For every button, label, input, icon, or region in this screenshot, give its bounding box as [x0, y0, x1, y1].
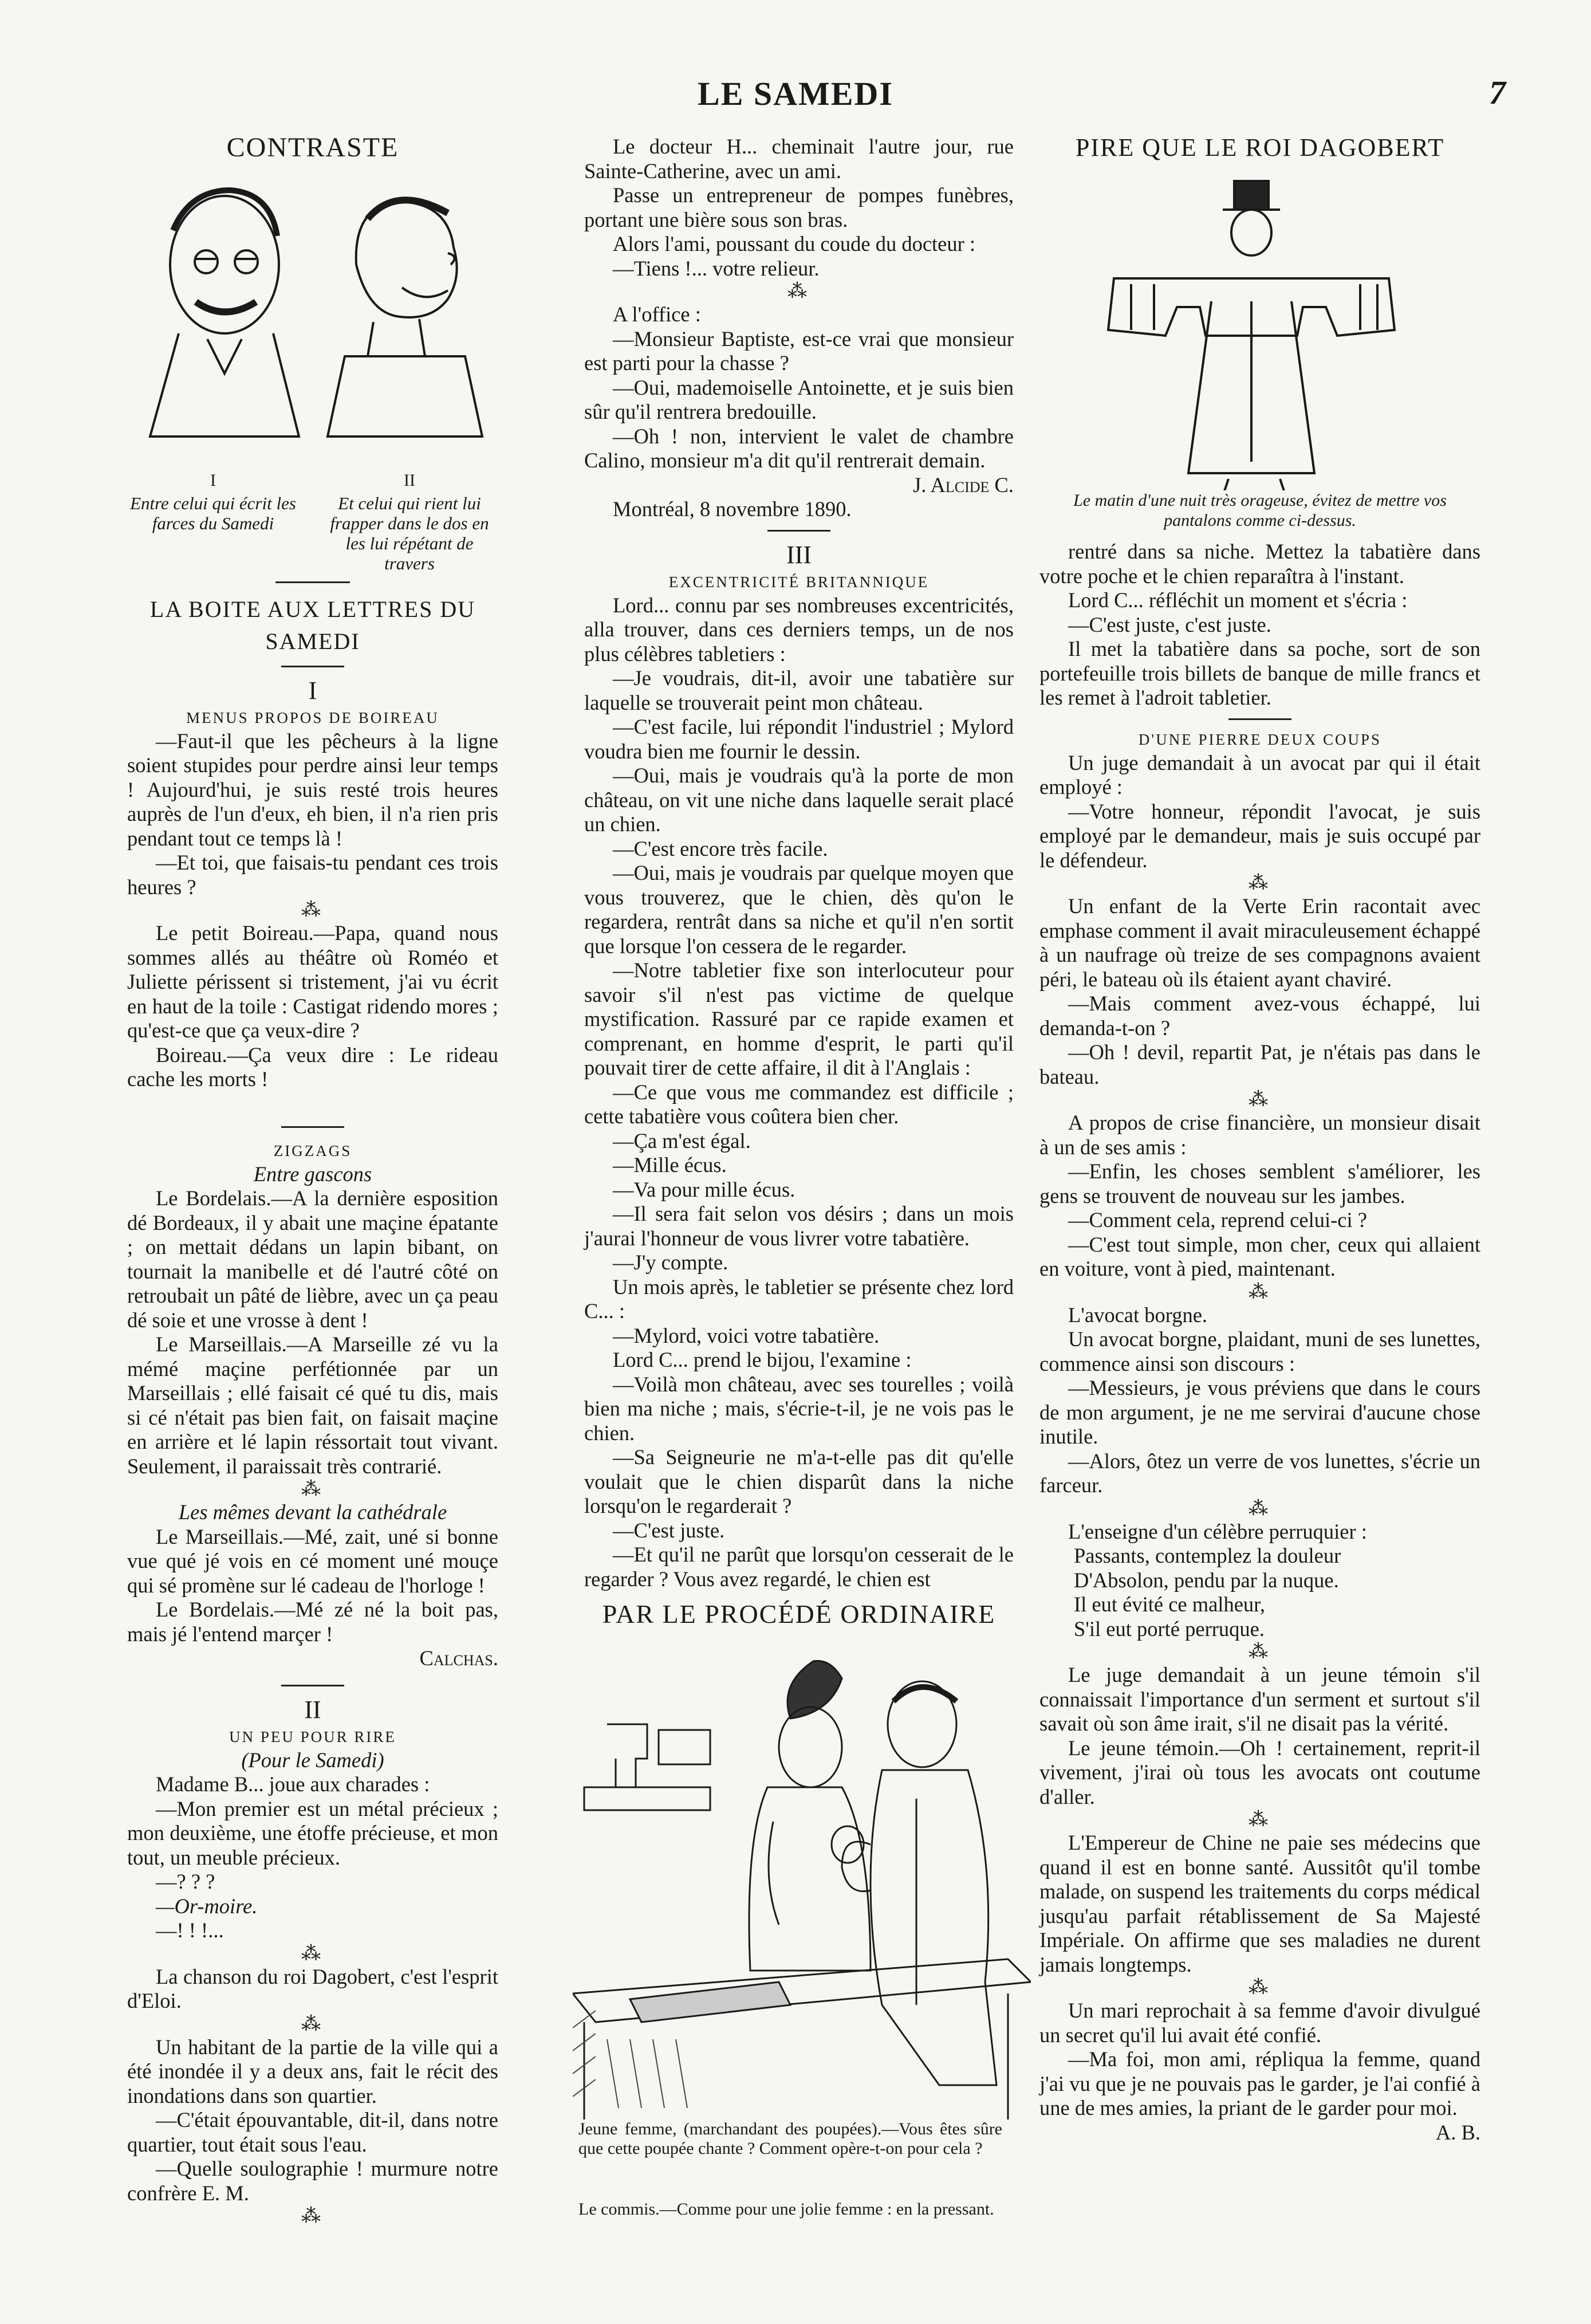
dagobert-illustration: [1039, 164, 1480, 490]
paragraph: —Ce que vous me commandez est difficile ; cette tabatière vous coûtera bien cher.: [584, 1080, 1014, 1128]
divider: [275, 581, 350, 583]
asterism: ⁂: [301, 899, 324, 921]
paragraph: Boireau.—Ça veux dire : Le rideau cache les morts !: [127, 1043, 498, 1091]
paragraph: L'enseigne d'un célèbre perruquier :: [1068, 1519, 1367, 1543]
middle-column: [584, 135, 1014, 1591]
paragraph: —C'est juste, c'est juste.: [1068, 612, 1271, 636]
contraste-caption-1-number: I: [210, 471, 216, 490]
procede-title: PAR LE PROCÉDÉ ORDINAIRE: [602, 1599, 996, 1629]
contraste-caption-2-number: II: [404, 471, 415, 490]
paragraph: —Mylord, voici votre tabatière.: [613, 1323, 880, 1347]
paragraph: —Messieurs, je vous préviens que dans le cours de mon argument, je ne me servirai d'aucune chose inutile.: [1039, 1376, 1480, 1448]
doll-shop-illustration: [573, 1650, 1031, 2119]
divider: [1228, 718, 1291, 720]
paragraph: rentré dans sa niche. Mettez la tabatière dans votre poche et le chien reparaîtra à l'instant.: [1039, 540, 1480, 588]
paragraph: Passe un entrepreneur de pompes funèbres, portant une bière sous son bras.: [584, 183, 1014, 231]
paragraph: —Ça m'est égal.: [613, 1128, 751, 1153]
asterism: ⁂: [1249, 872, 1271, 894]
verse-line: S'il eut porté perruque.: [1074, 1617, 1265, 1641]
paragraph: Un mois après, le tabletier se présente chez lord C... :: [584, 1275, 1014, 1323]
section-3-number: III: [786, 540, 812, 569]
asterism: ⁂: [301, 2205, 324, 2227]
paragraph: —Oui, mais je voudrais par quelque moyen que vous trouverez, que le chien, dès qu'on le regardera, rentrât dans sa niche et qu'il n'en sortit que lorsque l'on cessera de le regarder.: [584, 861, 1014, 958]
contraste-caption-2: Et celui qui rient lui frapper dans le dos en les lui répétant de travers: [330, 493, 489, 573]
paragraph: Madame B... joue aux charades :: [156, 1772, 430, 1796]
signature: A. B.: [1435, 2120, 1480, 2144]
paragraph: —Mon premier est un métal précieux ; mon deuxième, une étoffe précieuse, et mon tout, un meuble précieux.: [127, 1796, 498, 1869]
paragraph: Lord C... réfléchit un moment et s'écria :: [1068, 588, 1408, 612]
masthead-title: LE SAMEDI: [698, 75, 893, 112]
paragraph: A propos de crise financière, un monsieur disait à un de ses amis :: [1039, 1111, 1480, 1159]
paragraph: L'avocat borgne.: [1068, 1303, 1208, 1327]
signature: Calchas.: [419, 1646, 498, 1670]
paragraph: —Faut-il que les pêcheurs à la ligne soient stupides pour perdre ainsi leur temps ! Aujourd'hui, je suis resté trois heures auprès de l'un d'eux, eh bien, il n'a rien pris pendant tout ce temps là !: [127, 729, 498, 850]
paragraph: —J'y compte.: [613, 1251, 728, 1274]
signature: J. Alcide C.: [913, 473, 1014, 497]
paragraph: —Va pour mille écus.: [613, 1177, 796, 1201]
zigzags-heading: ZIGZAGS: [273, 1142, 352, 1159]
paragraph: —! ! !...: [156, 1918, 224, 1942]
paragraph: —Il sera fait selon vos désirs ; dans un mois j'aurai l'honneur de vous livrer votre tabatière.: [584, 1202, 1014, 1250]
memes-subheading: Les mêmes devant la cathédrale: [178, 1500, 447, 1524]
asterism: ⁂: [1249, 1977, 1271, 1998]
paragraph: Le docteur H... cheminait l'autre jour, rue Sainte-Catherine, avec un ami.: [584, 135, 1014, 183]
verse: [1039, 1544, 1480, 1641]
paragraph: Le Bordelais.—Mé zé né la boit pas, mais jé l'entend marçer !: [127, 1598, 498, 1646]
doll-caption-2: Le commis.—Comme pour une jolie femme : en la pressant.: [578, 2200, 994, 2219]
verse-line: Il eut évité ce malheur,: [1074, 1592, 1265, 1616]
paragraph: —C'est facile, lui répondit l'industriel ; Mylord voudra bien me fournir le dessin.: [584, 715, 1014, 763]
paragraph: —Notre tabletier fixe son interlocuteur pour savoir s'il n'est pas victime de quelque mystification. Rassuré par ce rapide examen et comprenant, en homme d'esprit, le parti qu'il pouvait tirer de cette affaire, il dit à l'Anglais :: [584, 958, 1014, 1079]
paragraph: —Monsieur Baptiste, est-ce vrai que monsieur est parti pour la chasse ?: [584, 327, 1014, 375]
paragraph: —C'est encore très facile.: [613, 836, 828, 860]
section-2-heading: UN PEU POUR RIRE: [229, 1728, 396, 1745]
boite-title: LA BOITE AUX LETTRES DU SAMEDI: [149, 596, 476, 654]
section-1-number: I: [308, 676, 317, 705]
doll-caption-1: Jeune femme, (marchandant des poupées).—Vous êtes sûre que cette poupée chante ? Comment opère-t-on pour cela ?: [578, 2119, 1002, 2158]
paragraph: —Je voudrais, dit-il, avoir une tabatière sur laquelle se trouverait peint mon château.: [584, 666, 1014, 714]
paragraph: Le jeune témoin.—Oh ! certainement, reprit-il vivement, j'irai où tous les avocats ont coutume d'aller.: [1039, 1736, 1480, 1808]
divider: [281, 666, 344, 667]
verse-line: Passants, contemplez la douleur: [1074, 1544, 1341, 1567]
verse-line: D'Absolon, pendu par la nuque.: [1074, 1568, 1339, 1592]
left-column: [127, 132, 498, 2227]
dagobert-caption: Le matin d'une nuit très orageuse, évitez de mettre vos pantalons comme ci-dessus.: [1073, 491, 1447, 530]
paragraph: —Enfin, les choses semblent s'améliorer, les gens se trouvent de nouveau sur les jambes.: [1039, 1159, 1480, 1208]
asterism: ⁂: [787, 281, 810, 302]
paragraph: L'Empereur de Chine ne paie ses médecins que quand il est en bonne santé. Aussitôt qu'il tombe malade, on suspend les traitements du corps médical jusqu'au parfait rétablissement de Sa Majesté Impériale. On affirme que ses maladies ne durent jamais longtemps.: [1039, 1831, 1480, 1976]
paragraph: —C'est tout simple, mon cher, ceux qui allaient en voiture, vont à pied, maintenant.: [1039, 1232, 1480, 1280]
page-number: 7: [1489, 74, 1506, 111]
paragraph: —Voilà mon château, avec ses tourelles ; voilà bien ma niche ; mais, s'écrie-t-il, je ne vois pas le chien.: [584, 1372, 1014, 1445]
section-3-heading: EXCENTRICITÉ BRITANNIQUE: [668, 573, 930, 591]
paragraph: —Oh ! devil, repartit Pat, je n'étais pas dans le bateau.: [1039, 1040, 1480, 1088]
asterism: ⁂: [301, 2013, 324, 2035]
paragraph: —Mille écus.: [613, 1153, 727, 1177]
paragraph: —Oh ! non, intervient le valet de chambre Calino, monsieur m'a dit qu'il rentrerait demain.: [584, 424, 1014, 472]
paragraph: Le petit Boireau.—Papa, quand nous sommes allés au théâtre où Roméo et Juliette périssent si tristement, j'ai vu écrit en haut de la toile : Castigat ridendo mores ; qu'est-ce que ça veux-dire ?: [127, 921, 498, 1042]
paragraph: Un mari reprochait à sa femme d'avoir divulgué un secret qu'il lui avait été confié.: [1039, 1999, 1480, 2047]
paragraph: —Et qu'il ne parût que lorsqu'on cesserait de le regarder ? Vous avez regardé, le chien est: [584, 1543, 1014, 1591]
asterism: ⁂: [1249, 1497, 1271, 1519]
paragraph: Un juge demandait à un avocat par qui il était employé :: [1039, 750, 1480, 799]
paragraph: Un habitant de la partie de la ville qui a été inondée il y a deux ans, fait le récit des inondations dans son quartier.: [127, 2035, 498, 2107]
divider: [281, 1685, 344, 1686]
paragraph: A l'office :: [613, 302, 701, 326]
paragraph: —Tiens !... votre relieur.: [613, 256, 820, 280]
paragraph: Alors l'ami, poussant du coude du docteur :: [613, 232, 976, 255]
paragraph: Un enfant de la Verte Erin racontait avec emphase comment il avait miraculeusement échappé à un naufrage où treize de ses compagnons avaient péri, le bateau où ils étaient ayant chaviré.: [1039, 894, 1480, 991]
paragraph: —Oui, mais je voudrais qu'à la porte de mon château, on vit une niche dans laquelle serait placé un chien.: [584, 764, 1014, 836]
contraste-title: CONTRASTE: [226, 132, 399, 163]
paragraph: —Mais comment avez-vous échappé, lui demanda-t-on ?: [1039, 992, 1480, 1040]
paragraph: Un avocat borgne, plaidant, muni de ses lunettes, commence ainsi son discours :: [1039, 1327, 1480, 1375]
paragraph: Lord C... prend le bijou, l'examine :: [613, 1348, 912, 1371]
asterism: ⁂: [1249, 1641, 1271, 1662]
divider: [281, 1126, 344, 1128]
paragraph: Le juge demandait à un jeune témoin s'il connaissait l'importance d'un serment et surtout s'il savait où son âme irait, s'il ne disait pas la vérité.: [1039, 1663, 1480, 1735]
section-2-subheading: (Pour le Samedi): [241, 1748, 384, 1772]
asterism: ⁂: [1249, 1809, 1271, 1830]
contraste-caption-1: Entre celui qui écrit les farces du Samedi: [130, 493, 296, 533]
paragraph: Le Marseillais.—Mé, zait, uné si bonne vue qué jé vois en cé moment uné mouçe qui sé promène sur lé cadeau de l'horloge !: [127, 1524, 498, 1597]
asterism: ⁂: [1249, 1089, 1271, 1110]
paragraph: Il met la tabatière dans sa poche, sort de son portefeuille trois billets de banque de mille francs et les remet à l'adroit tabletier.: [1039, 637, 1480, 709]
paragraph: —? ? ?: [156, 1870, 215, 1893]
pierre-heading: D'UNE PIERRE DEUX COUPS: [1138, 730, 1382, 748]
paragraph: —Comment cela, reprend celui-ci ?: [1068, 1208, 1367, 1232]
paragraph: —Oui, mademoiselle Antoinette, et je suis bien sûr qu'il rentrera bredouille.: [584, 375, 1014, 423]
paragraph: Lord... connu par ses nombreuses excentricités, alla trouver, dans ces derniers temps, un de nos plus célèbres tabletiers :: [584, 593, 1014, 666]
dagobert-title: PIRE QUE LE ROI DAGOBERT: [1075, 133, 1445, 162]
zigzags-subheading: Entre gascons: [253, 1162, 372, 1186]
paragraph: —Ma foi, mon ami, répliqua la femme, quand j'ai vu que je ne pouvais pas le garder, je l'ai confié à une de mes amies, la priant de le garder pour moi.: [1039, 2047, 1480, 2119]
paragraph: —Or-moire.: [156, 1894, 258, 1918]
right-column: [1039, 132, 1480, 2145]
asterism: ⁂: [1249, 1281, 1271, 1303]
paragraph: Le Bordelais.—A la dernière esposition dé Bordeaux, il y abait une maçine épatante ; on mettait dédans un lapin bibant, on tournait la manibelle et dé l'autré côté on retroubait un pâté de lièbre, avec un ça peau dé soie et une vrosse à dent !: [127, 1186, 498, 1332]
paragraph: —Quelle soulographie ! murmure notre confrère E. M.: [127, 2157, 498, 2205]
asterism: ⁂: [301, 1942, 324, 1964]
paragraph: —C'est juste.: [613, 1518, 725, 1542]
paragraph: —Votre honneur, répondit l'avocat, je suis employé par le demandeur, mais je suis occupé par le défendeur.: [1039, 799, 1480, 872]
place-date: Montréal, 8 novembre 1890.: [613, 497, 852, 521]
paragraph: La chanson du roi Dagobert, c'est l'esprit d'Eloi.: [127, 1964, 498, 2012]
paragraph: —Et toi, que faisais-tu pendant ces trois heures ?: [127, 851, 498, 899]
asterism: ⁂: [301, 1478, 324, 1500]
divider: [767, 530, 830, 532]
section-1-heading: MENUS PROPOS DE BOIREAU: [186, 709, 439, 726]
paragraph: —Alors, ôtez un verre de vos lunettes, s'écrie un farceur.: [1039, 1449, 1480, 1497]
section-2-number: II: [304, 1695, 321, 1724]
paragraph: —Sa Seigneurie ne m'a-t-elle pas dit qu'elle voulait que le chien disparût dans la niche lorsqu'on le regarderait ?: [584, 1445, 1014, 1517]
contraste-illustration: [127, 167, 498, 465]
paragraph: —C'était épouvantable, dit-il, dans notre quartier, tout était sous l'eau.: [127, 2108, 498, 2156]
paragraph: Le Marseillais.—A Marseille zé vu la mémé maçine perfétionnée par un Marseillais ; ellé faisait cé qué tu dis, mais si cé n'était pas bien fait, on faisait maçine en arrière et lé lapin réssortait tout vivant. Seulement, il paraissait très contrarié.: [127, 1332, 498, 1478]
